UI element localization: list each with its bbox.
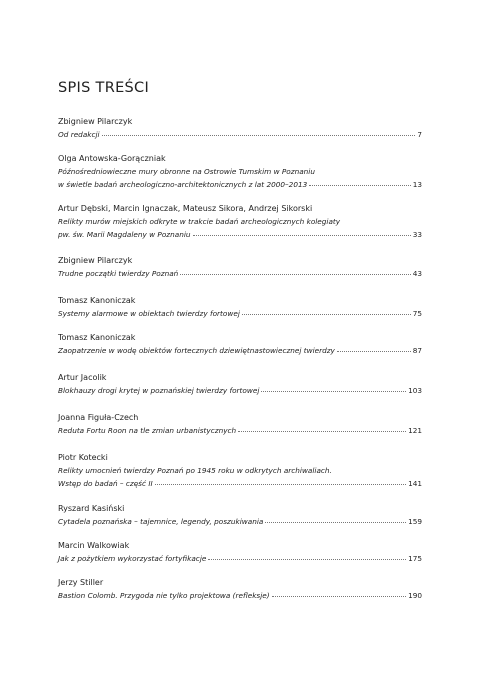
page-number[interactable]: 159	[408, 517, 422, 526]
toc-entry[interactable]	[58, 371, 422, 397]
entry-title-line	[58, 589, 422, 602]
entry-title-line	[58, 552, 422, 565]
entry-title-line	[58, 344, 422, 357]
entry-title[interactable]: w świetle badań archeologiczno-architektonicznych z lat 2000–2013	[58, 180, 308, 189]
page-number[interactable]: 7	[417, 130, 422, 139]
page-number[interactable]: 175	[408, 554, 422, 563]
entry-author: Olga Antowska-Gorączniak	[58, 154, 166, 163]
toc-entry[interactable]	[58, 576, 422, 602]
entry-author: Jerzy Stiller	[58, 578, 104, 587]
entry-title-line	[58, 384, 422, 397]
dot-leader	[155, 483, 406, 485]
entry-author: Zbigniew Pilarczyk	[58, 256, 133, 265]
entry-title[interactable]: Bastion Colomb. Przygoda nie tylko projektowa (refleksje)	[58, 591, 270, 600]
entry-title[interactable]: Relikty umocnień twierdzy Poznań po 1945 roku w odkrytych archiwaliach.	[58, 466, 332, 475]
dot-leader	[265, 521, 406, 523]
dot-leader	[193, 234, 411, 236]
entry-title[interactable]: Zaopatrzenie w wodę obiektów fortecznych dziewiętnastowiecznej twierdzy	[58, 346, 335, 355]
page-title: SPIS TREŚCI	[58, 80, 150, 96]
entry-title[interactable]: Systemy alarmowe w obiektach twierdzy fortowej	[58, 309, 240, 318]
page-number[interactable]: 75	[412, 309, 422, 318]
page-number[interactable]: 103	[408, 386, 422, 395]
entry-author: Artur Dębski, Marcin Ignaczak, Mateusz Sikora, Andrzej Sikorski	[58, 204, 313, 213]
toc-entry[interactable]	[58, 451, 422, 490]
dot-leader	[261, 390, 406, 392]
entry-author: Joanna Figuła-Czech	[58, 413, 139, 422]
entry-author: Marcin Walkowiak	[58, 541, 130, 550]
toc-entry[interactable]	[58, 502, 422, 528]
entry-title[interactable]: Cytadela poznańska – tajemnice, legendy, poszukiwania	[58, 517, 264, 526]
entry-title-line	[58, 464, 422, 477]
toc-entry[interactable]	[58, 331, 422, 357]
entry-author: Tomasz Kanoniczak	[58, 333, 136, 342]
toc-entry[interactable]	[58, 115, 422, 141]
dot-leader	[208, 558, 406, 560]
page-number[interactable]: 87	[412, 346, 422, 355]
entry-title-line	[58, 215, 422, 228]
entry-author: Zbigniew Pilarczyk	[58, 117, 133, 126]
page-number[interactable]: 190	[408, 591, 422, 600]
entry-title[interactable]: Trudne początki twierdzy Poznań	[58, 269, 179, 278]
entry-title-line	[58, 228, 422, 241]
entry-title[interactable]: Reduta Fortu Roon na tle zmian urbanistycznych	[58, 426, 237, 435]
page-number[interactable]: 141	[408, 479, 422, 488]
dot-leader	[102, 134, 416, 136]
dot-leader	[180, 273, 410, 275]
entry-title[interactable]: Późnośredniowieczne mury obronne na Ostrowie Tumskim w Poznaniu	[58, 167, 315, 176]
entry-title-line	[58, 178, 422, 191]
dot-leader	[309, 184, 410, 186]
toc-entry[interactable]	[58, 152, 422, 191]
entry-title-line	[58, 165, 422, 178]
entry-title-line	[58, 307, 422, 320]
toc-entry[interactable]	[58, 254, 422, 280]
entry-title[interactable]: Jak z pożytkiem wykorzystać fortyfikacje	[58, 554, 207, 563]
entry-title-line	[58, 515, 422, 528]
dot-leader	[337, 350, 411, 352]
entry-author: Piotr Kotecki	[58, 453, 108, 462]
entry-title[interactable]: Wstęp do badań – część II	[58, 479, 153, 488]
dot-leader	[242, 313, 411, 315]
entry-title-line	[58, 424, 422, 437]
entry-title-line	[58, 477, 422, 490]
page-number[interactable]: 33	[412, 230, 422, 239]
page-number[interactable]: 43	[412, 269, 422, 278]
entry-author: Tomasz Kanoniczak	[58, 296, 136, 305]
entry-author: Artur Jacolik	[58, 373, 107, 382]
toc-entry[interactable]	[58, 202, 422, 241]
dot-leader	[238, 430, 406, 432]
entry-title[interactable]: pw. św. Marii Magdaleny w Poznaniu	[58, 230, 191, 239]
entry-author: Ryszard Kasiński	[58, 504, 125, 513]
toc-entry[interactable]	[58, 411, 422, 437]
toc-entry[interactable]	[58, 294, 422, 320]
entry-title[interactable]: Od redakcji	[58, 130, 100, 139]
entry-title[interactable]: Relikty murów miejskich odkryte w trakcie badań archeologicznych kolegiaty	[58, 217, 341, 226]
page-number[interactable]: 13	[412, 180, 422, 189]
entry-title[interactable]: Blokhauzy drogi krytej w poznańskiej twierdzy fortowej	[58, 386, 260, 395]
dot-leader	[272, 595, 406, 597]
entry-title-line	[58, 267, 422, 280]
entry-title-line	[58, 128, 422, 141]
toc-entry[interactable]	[58, 539, 422, 565]
page-number[interactable]: 121	[408, 426, 422, 435]
